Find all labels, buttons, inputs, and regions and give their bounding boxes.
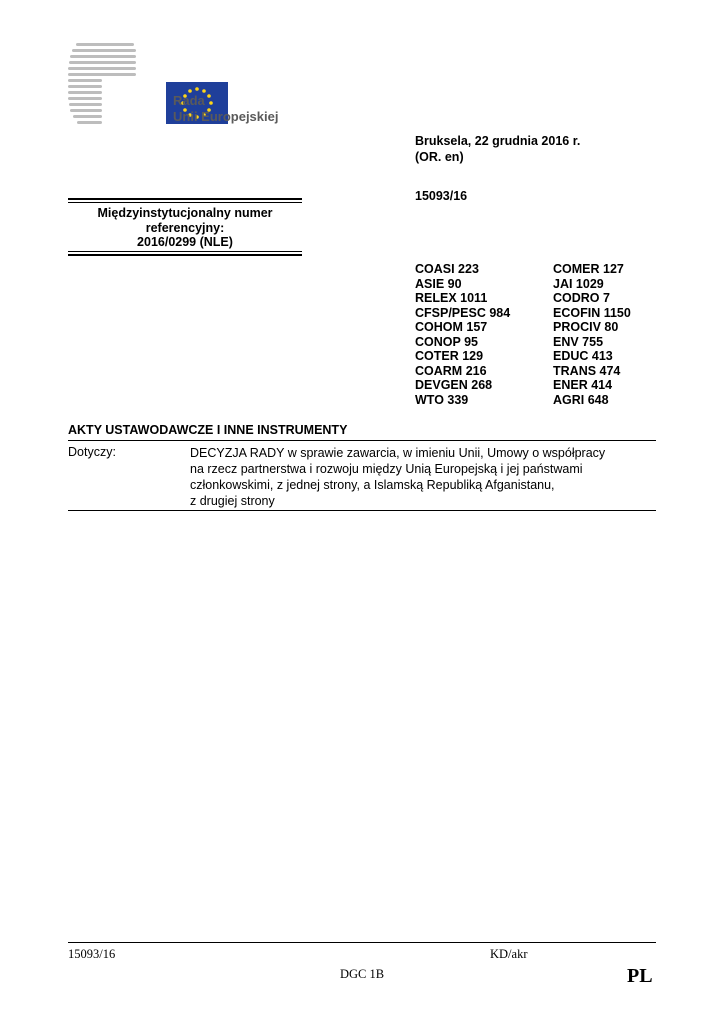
codes-column-2 (553, 262, 631, 407)
subject-line: z drugiej strony (190, 494, 275, 508)
code-item: JAI 1029 (553, 276, 604, 291)
subject-line: na rzecz partnerstwa i rozwoju między Unią Europejską i jej państwami (190, 462, 583, 476)
document-number: 15093/16 (415, 189, 468, 203)
subject-line: członkowskimi, z jednej strony, a Islamską Republiką Afganistanu, (190, 478, 555, 492)
subject-label: Dotyczy: (68, 445, 116, 459)
footer-document-number: 15093/16 (68, 947, 116, 961)
subject-text (190, 445, 660, 509)
original-language: (OR. en) (415, 150, 464, 164)
codes-column-1 (415, 262, 510, 407)
organization-name (173, 93, 278, 125)
code-item: ENV 755 (553, 334, 604, 349)
eu-council-logo-icon (66, 40, 166, 130)
code-item: CONOP 95 (415, 334, 478, 349)
code-item: ENER 414 (553, 378, 613, 392)
organization-name-line1: Rada (173, 93, 205, 108)
code-item: PROCIV 80 (553, 320, 619, 334)
code-item: WTO 339 (415, 392, 469, 407)
divider (68, 254, 302, 256)
code-item: ECOFIN 1150 (553, 305, 631, 320)
divider (68, 510, 656, 511)
code-item: COASI 223 (415, 262, 479, 276)
footer-directorate: DGC 1B (340, 967, 385, 981)
code-item: EDUC 413 (553, 349, 613, 363)
organization-name-line2: Unii Europejskiej (173, 109, 279, 124)
code-item: RELEX 1011 (415, 291, 488, 305)
code-item: CODRO 7 (553, 291, 610, 305)
section-title: AKTY USTAWODAWCZE I INNE INSTRUMENTY (68, 423, 348, 437)
reference-label-line1: Międzyinstytucjonalny numer (97, 206, 273, 220)
divider (68, 440, 656, 441)
code-item: ASIE 90 (415, 276, 462, 291)
footer-initials: KD/akr (490, 947, 528, 961)
code-item: TRANS 474 (553, 363, 621, 378)
divider (68, 251, 302, 252)
code-item: AGRI 648 (553, 392, 609, 407)
code-item: COMER 127 (553, 262, 624, 276)
council-logo (66, 40, 306, 130)
footer-divider (68, 942, 656, 943)
dateline (415, 133, 580, 165)
code-item: DEVGEN 268 (415, 378, 493, 392)
interinstitutional-reference (68, 198, 302, 258)
code-item: COHOM 157 (415, 320, 488, 334)
divider (68, 202, 302, 203)
subject-line: DECYZJA RADY w sprawie zawarcia, w imieniu Unii, Umowy o współpracy (190, 446, 606, 460)
footer-language: PL (627, 965, 653, 987)
place-date: Bruksela, 22 grudnia 2016 r. (415, 134, 581, 148)
reference-label-line2: referencyjny: (145, 220, 225, 235)
reference-value: 2016/0299 (NLE) (137, 235, 233, 249)
code-item: COARM 216 (415, 363, 487, 378)
code-item: CFSP/PESC 984 (415, 305, 511, 320)
code-item: COTER 129 (415, 349, 484, 363)
divider (68, 198, 302, 200)
